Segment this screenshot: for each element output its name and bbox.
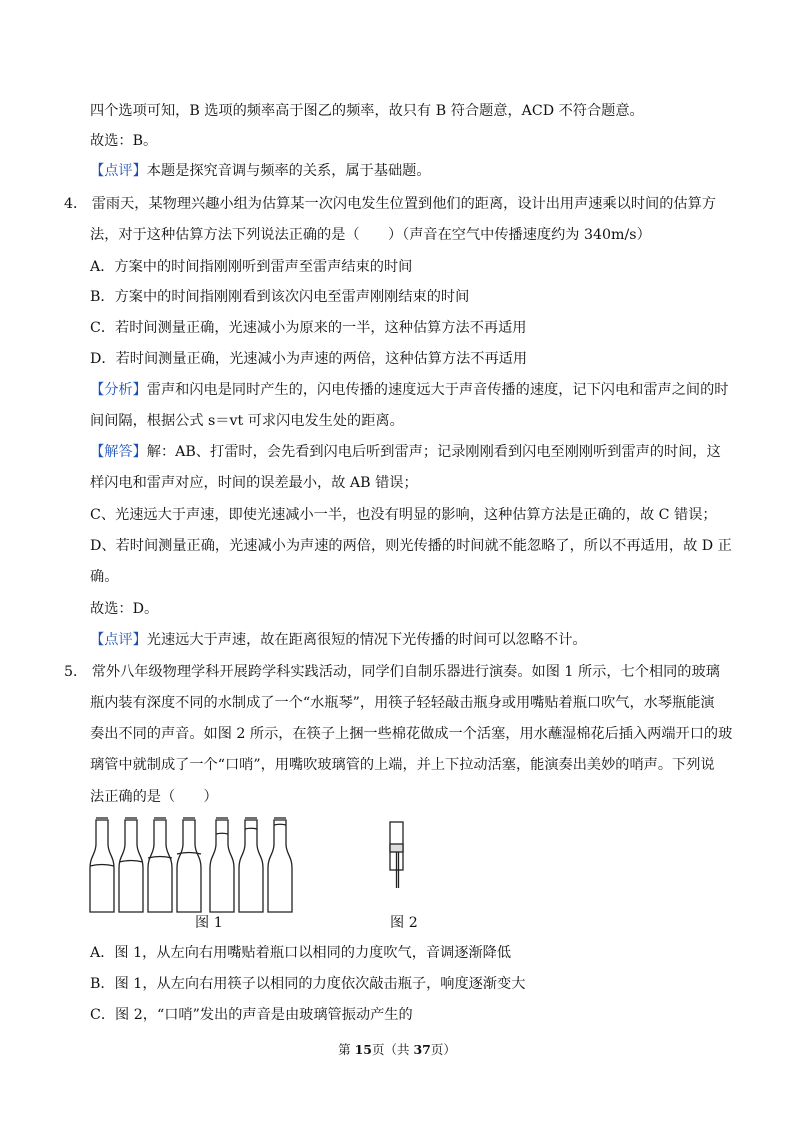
text-line: 法，对于这种估算方法下列说法正确的是（ ）（声音在空气中传播速度约为 340m/s） [90,227,651,243]
question-number: 4． [64,196,88,212]
text-line: 璃管中就制成了一个“口哨”，用嘴吹玻璃管的上端，并上下拉动活塞，能演奏出美妙的哨声。下列说 [90,757,715,773]
question-number: 5． [64,664,88,680]
comment-text: 光速远大于声速，故在距离很短的情况下光传播的时间可以忽略不计。 [146,632,587,648]
figure-bottles-and-whistle [88,812,448,922]
option-c: C．图 2，“口哨”发出的声音是由玻璃管振动产生的 [90,1007,413,1023]
option-a: A．图 1，从左向右用嘴贴着瓶口以相同的力度吹气，音调逐渐降低 [90,945,512,961]
current-page-number: 15 [354,1042,372,1057]
text-line: 间间隔，根据公式 s＝vt 可求闪电发生处的距离。 [90,413,404,429]
footer-prefix: 第 [338,1042,355,1057]
figure-1-caption: 图 1 [195,915,223,931]
bottle-3 [148,818,172,912]
analysis-tag: 【分析】 [90,382,147,398]
option-d: D．若时间测量正确，光速减小为声速的两倍，这种估算方法不再适用 [90,351,528,367]
text-line: 奏出不同的声音。如图 2 所示，在筷子上捆一些棉花做成一个活塞，用水蘸湿棉花后插入两端开口的玻 [90,726,733,742]
solution-text: 解：AB、打雷时，会先看到闪电后听到雷声；记录刚刚看到闪电至刚刚听到雷声的时间，这 [146,444,721,460]
solution-line [90,442,721,462]
option-b: B．图 1，从左向右用筷子以相同的力度依次敲击瓶子，响度逐渐变大 [90,976,526,992]
comment-tag: 【点评】 [90,632,147,648]
question-text: 雷雨天，某物理兴趣小组为估算某一次闪电发生位置到他们的距离，设计出用声速乘以时间的估算方 [91,196,716,212]
total-pages: 37 [413,1042,431,1057]
whistle-tube [390,822,403,888]
option-b: B．方案中的时间指刚刚看到该次闪电至雷声刚刚结束的时间 [90,289,470,305]
bottle-4 [177,818,201,912]
comment-text: 本题是探究音调与频率的关系，属于基础题。 [146,163,431,179]
analysis-line [90,380,728,400]
comment-tag: 【点评】 [90,163,147,179]
text-line: 瓶内装有深度不同的水制成了一个“水瓶琴”，用筷子轻轻敲击瓶身或用嘴贴着瓶口吹气，水琴瓶能演 [90,695,715,711]
bottle-1 [90,818,114,912]
bottle-2 [119,818,143,912]
bottle-6 [239,818,263,912]
comment-line [90,630,587,650]
question-4-line [64,194,716,214]
text-line: 确。 [90,569,119,585]
comment-line [90,161,431,181]
option-c: C．若时间测量正确，光速减小为原来的一半，这种估算方法不再适用 [90,320,527,336]
page-footer [0,1040,794,1058]
text-line: C、光速远大于声速，即使光速减小一半，也没有明显的影响，这种估算方法是正确的，故 C 错误； [90,507,717,523]
text-line: 故选：D。 [90,601,159,617]
question-5-line [64,662,720,682]
bottle-5 [210,818,234,912]
solution-tag: 【解答】 [90,444,147,460]
figure-2-caption: 图 2 [390,915,418,931]
bottles-group [90,818,292,912]
text-line: 法正确的是（ ） [90,789,218,805]
footer-suffix: 页） [430,1042,456,1057]
analysis-text: 雷声和闪电是同时产生的，闪电传播的速度远大于声音传播的速度，记下闪电和雷声之间的时 [146,382,729,398]
bottle-7 [268,818,292,912]
question-text: 常外八年级物理学科开展跨学科实践活动，同学们自制乐器进行演奏。如图 1 所示，七个相同的玻璃 [91,664,720,680]
option-a: A．方案中的时间指刚刚听到雷声至雷声结束的时间 [90,259,413,275]
text-line: 样闪电和雷声对应，时间的误差最小，故 AB 错误； [90,475,418,491]
footer-middle: 页（共 [371,1042,414,1057]
text-line: 四个选项可知，B 选项的频率高于图乙的频率，故只有 B 符合题意，ACD 不符合题意。 [90,103,644,119]
text-line: D、若时间测量正确，光速减小为声速的两倍，则光传播的时间就不能忽略了，所以不再适用，故 D 正 [90,538,732,554]
text-line: 故选：B。 [90,133,158,149]
